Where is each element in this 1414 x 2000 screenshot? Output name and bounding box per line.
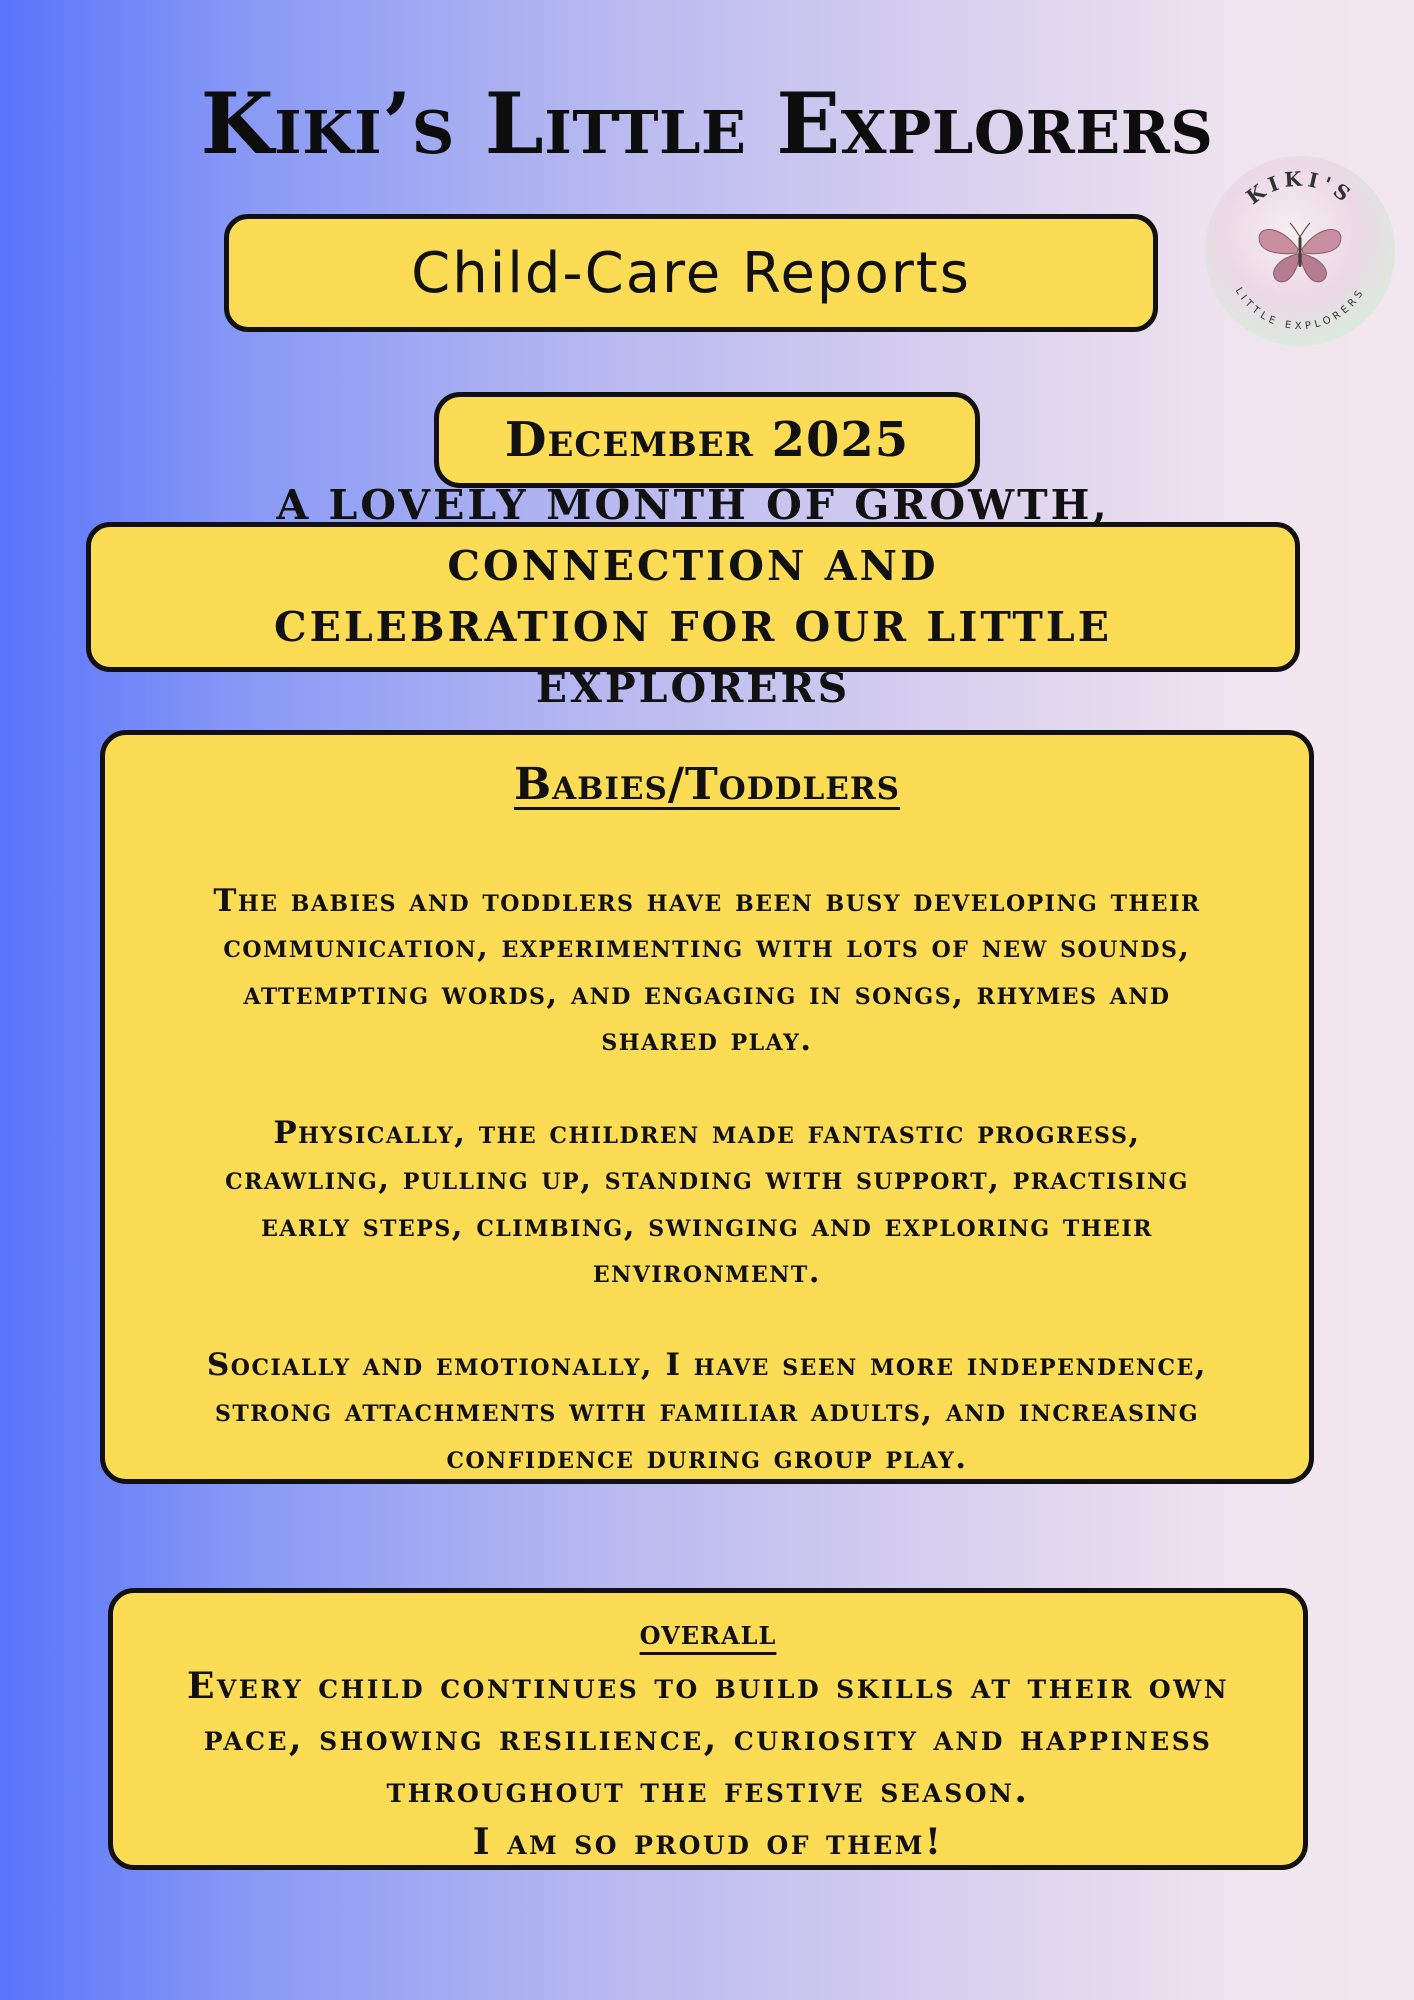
text-line: Socially and emotionally, I have seen more independence, xyxy=(206,1346,1208,1383)
text-line: confidence during group play. xyxy=(446,1439,968,1476)
tagline-line: A LOVELY MONTH OF GROWTH, CONNECTION AND xyxy=(276,481,1110,590)
physical-paragraph xyxy=(119,1110,1295,1296)
svg-text:LITTLE EXPLORERS xyxy=(1233,286,1368,332)
text-line: attempting words, and engaging in songs, rhymes and xyxy=(243,975,1171,1012)
text-line: environment. xyxy=(592,1254,822,1291)
tagline xyxy=(91,475,1295,719)
logo xyxy=(1205,156,1395,346)
reports-label: Child-Care Reports xyxy=(411,240,971,306)
text-line: strong attachments with familiar adults, and increasing xyxy=(214,1393,1200,1430)
svg-text:KIKI'S xyxy=(1242,166,1359,209)
logo-text-bottom: LITTLE EXPLORERS xyxy=(1232,285,1368,333)
communication-paragraph xyxy=(119,878,1295,1064)
logo-graphic xyxy=(1205,156,1395,346)
text-line: The babies and toddlers have been busy developing their xyxy=(213,882,1201,919)
page-title: Kiki’s Little Explorers xyxy=(200,74,1214,173)
tagline-box xyxy=(86,481,1300,712)
text-line: crawling, pulling up, standing with support, practising xyxy=(225,1161,1189,1198)
text-line: shared play. xyxy=(601,1022,813,1059)
text-line: communication, experimenting with lots of new sounds, xyxy=(223,929,1191,966)
overall-heading: overall xyxy=(639,1613,777,1653)
overall-text xyxy=(113,1660,1303,1868)
text-line: throughout the festive season. xyxy=(386,1768,1030,1811)
text-line: I am so proud of them! xyxy=(472,1820,944,1863)
report-date: December 2025 xyxy=(504,412,910,468)
babies-toddlers-section xyxy=(100,730,1314,1484)
text-line: Physically, the children made fantastic progress, xyxy=(273,1114,1141,1151)
section-heading: Babies/Toddlers xyxy=(513,759,901,810)
text-line: pace, showing resilience, curiosity and happiness xyxy=(203,1716,1213,1759)
date-box xyxy=(434,392,980,488)
overall-section xyxy=(108,1588,1308,1870)
reports-label-box xyxy=(224,214,1158,332)
tagline-line: CELEBRATION FOR OUR LITTLE EXPLORERS xyxy=(273,603,1113,712)
text-line: Every child continues to build skills at their own xyxy=(186,1664,1230,1707)
logo-text-top: KIKI'S xyxy=(1241,166,1359,210)
butterfly-icon xyxy=(1259,223,1341,282)
social-emotional-paragraph xyxy=(119,1342,1295,1482)
text-line: early steps, climbing, swinging and exploring their xyxy=(261,1207,1153,1244)
